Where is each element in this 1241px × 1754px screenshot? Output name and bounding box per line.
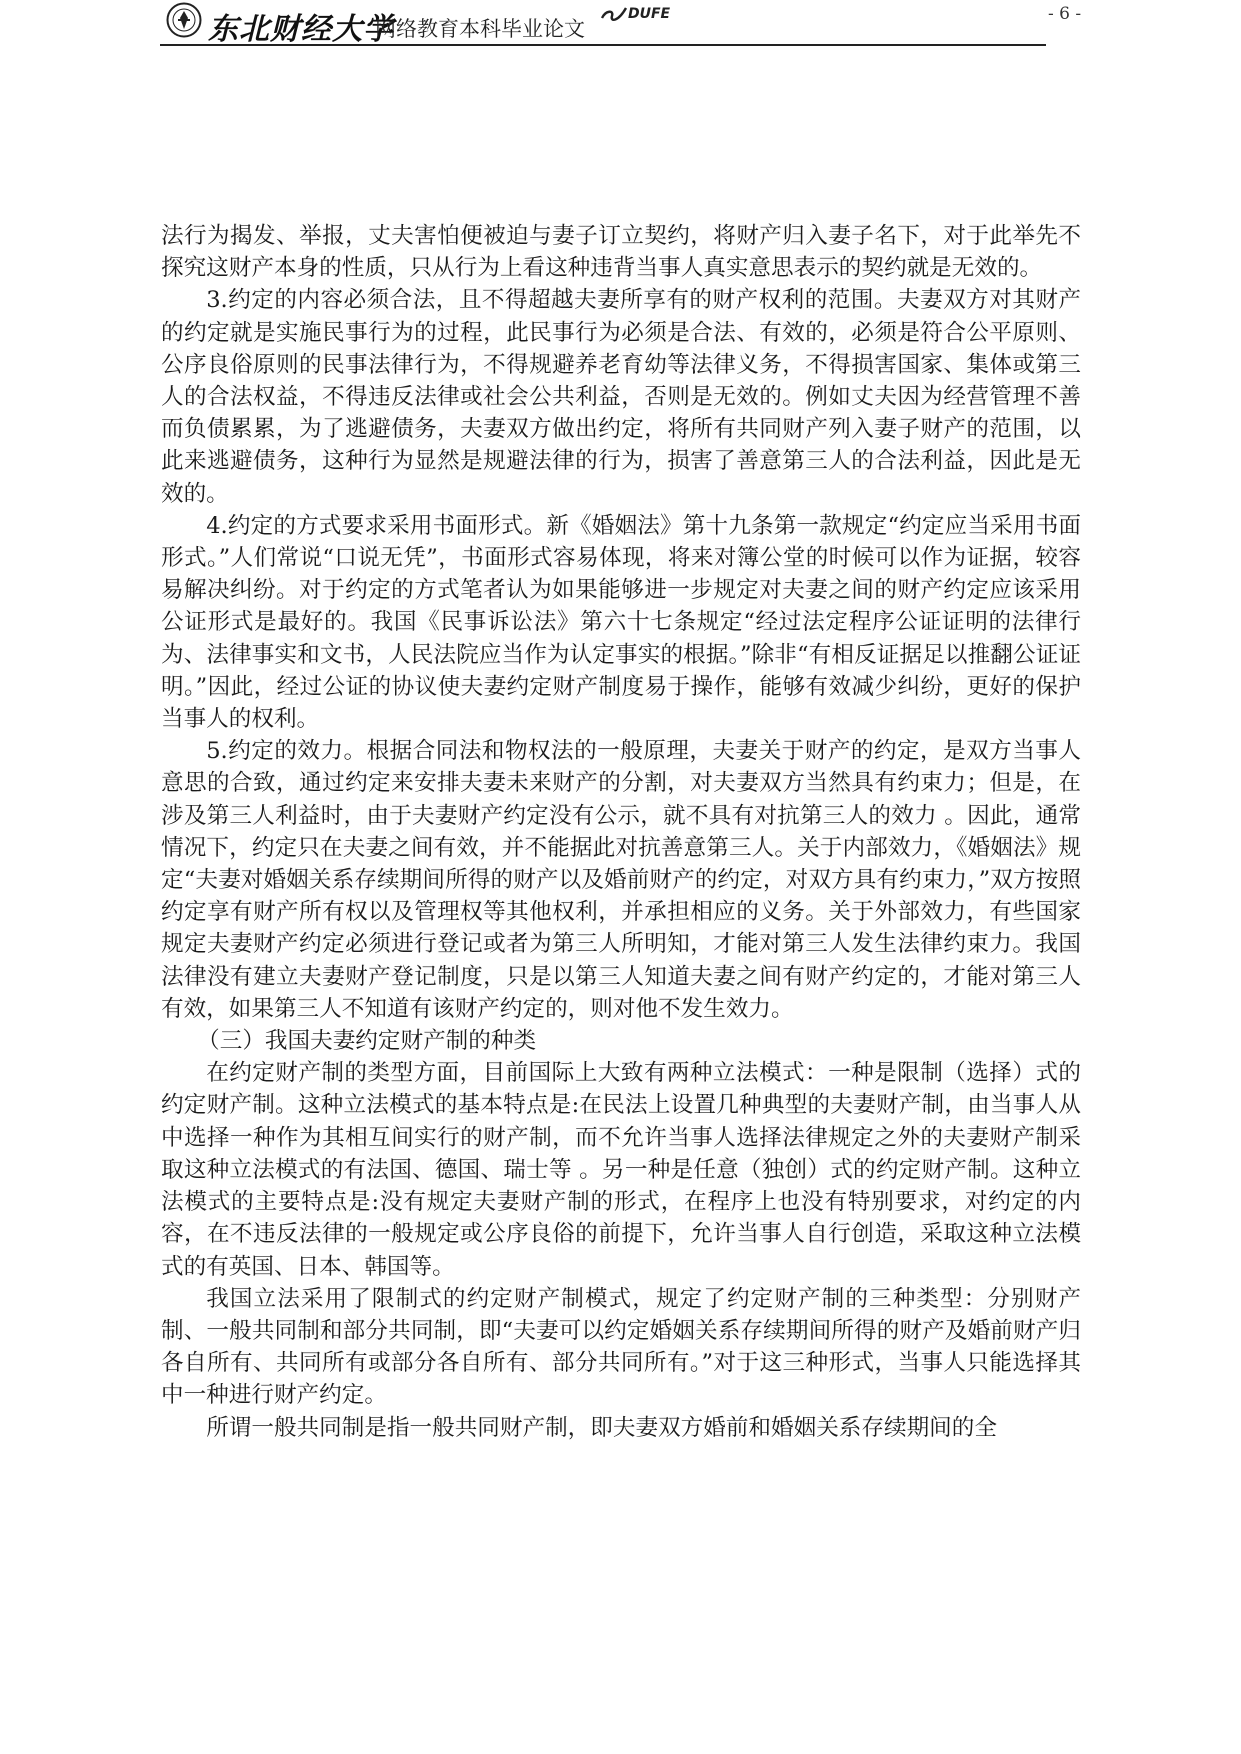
paragraph: 所谓一般共同制是指一般共同财产制，即夫妻双方婚前和婚姻关系存续期间的全 bbox=[206, 1414, 997, 1441]
dufe-logo-icon bbox=[598, 2, 688, 26]
university-seal-icon bbox=[166, 2, 202, 38]
paragraph: 3.约定的内容必须合法，且不得超越夫妻所享有的财产权利的范围。夫妻双方对其财产的约定就是实施民事行为的过程，此民事行为必须是合法、有效的，必须是符合公平原则、公序良俗原则的民事法律行为，不得规避养老育幼等法律义务，不得损害国家、集体或第三人的合法权益，不得违反法律或社会公共利益，否则是无效的。例如丈夫因为经营管理不善而负债累累，为了逃避债务，夫妻双方做出约定，将所有共同财产列入妻子财产的范围，以此来逃避债务，这种行为显然是规避法律的行为，损害了善意第三人的合法利益，因此是无效的。 bbox=[161, 287, 1081, 507]
header-subtitle: 网络教育本科毕业论文 bbox=[375, 17, 585, 41]
paragraph: 4.约定的方式要求采用书面形式。新《婚姻法》第十九条第一款规定“约定应当采用书面形式。”人们常说“口说无凭”，书面形式容易体现，将来对簿公堂的时候可以作为证据，较容易解决纠纷。对于约定的方式笔者认为如果能够进一步规定对夫妻之间的财产约定应该采用公证形式是最好的。我国《民事诉讼法》第六十七条规定“经过法定程序公证证明的法律行为、法律事实和文书，人民法院应当作为认定事实的根据。”除非“有相反证据足以推翻公证证明。”因此，经过公证的协议使夫妻约定财产制度易于操作，能够有效减少纠纷，更好的保护当事人的权利。 bbox=[161, 512, 1081, 733]
paragraph: 在约定财产制的类型方面，目前国际上大致有两种立法模式：一种是限制（选择）式的约定财产制。这种立法模式的基本特点是:在民法上设置几种典型的夫妻财产制，由当事人从中选择一种作为其相互间实行的财产制，而不允许当事人选择法律规定之外的夫妻财产制采取这种立法模式的有法国、德国、瑞士等 。另一种是任意（独创）式的约定财产制。这种立法模式的主要特点是:没有规定夫妻财产制的形式，在程序上也没有特别要求，对约定的内容，在不违反法律的一般规定或公序良俗的前提下，允许当事人自行创造，采取这种立法模式的有英国、日本、韩国等。 bbox=[161, 1060, 1081, 1280]
paragraph: 法行为揭发、举报，丈夫害怕便被迫与妻子订立契约，将财产归入妻子名下，对于此举先不探究这财产本身的性质，只从行为上看这种违背当事人真实意思表示的契约就是无效的。 bbox=[161, 223, 1081, 282]
page-header bbox=[160, 0, 1046, 46]
page-number: - 6 - bbox=[1048, 4, 1082, 24]
logo-text: DUFE bbox=[628, 6, 671, 22]
document-body bbox=[161, 220, 1081, 1444]
paragraph: 5.约定的效力。根据合同法和物权法的一般原理，夫妻关于财产的约定，是双方当事人意思的合致，通过约定来安排夫妻未来财产的分割，对夫妻双方当然具有约束力；但是，在涉及第三人利益时，由于夫妻财产约定没有公示，就不具有对抗第三人的效力 。因此，通常情况下，约定只在夫妻之间有效，并不能据此对抗善意第三人。关于内部效力，《婚姻法》规定“夫妻对婚姻关系存续期间所得的财产以及婚前财产的约定，对双方具有约束力，”双方按照约定享有财产所有权以及管理权等其他权利，并承担相应的义务。关于外部效力，有些国家规定夫妻财产约定必须进行登记或者为第三人所明知，才能对第三人发生法律约束力。我国法律没有建立夫妻财产登记制度，只是以第三人知道夫妻之间有财产约定的，才能对第三人有效，如果第三人不知道有该财产约定的，则对他不发生效力。 bbox=[161, 738, 1081, 1022]
section-heading: （三）我国夫妻约定财产制的种类 bbox=[197, 1028, 537, 1055]
paragraph: 我国立法采用了限制式的约定财产制模式，规定了约定财产制的三种类型：分别财产制、一般共同制和部分共同制，即“夫妻可以约定婚姻关系存续期间所得的财产及婚前财产归各自所有、共同所有或部分各自所有、部分共同所有。”对于这三种形式，当事人只能选择其中一种进行财产约定。 bbox=[161, 1285, 1081, 1409]
university-name: 东北财经大学 bbox=[208, 12, 394, 47]
